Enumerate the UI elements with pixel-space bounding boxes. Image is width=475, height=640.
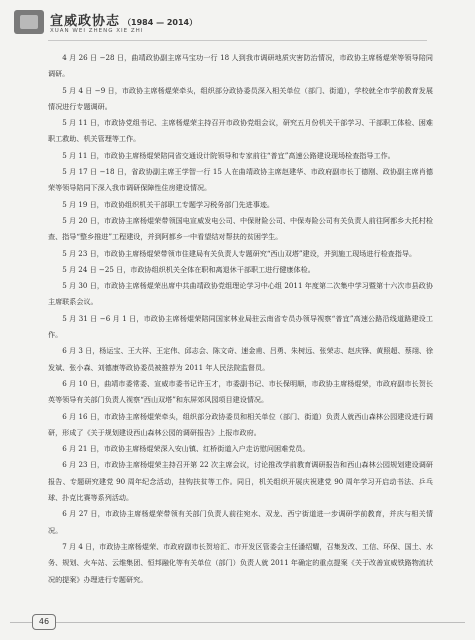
- entry-paragraph: 4 月 26 日 −28 日，曲靖政协副主席马宝功一行 18 人到我市调研地质灾害防治情况，市政协主席杨焜荣等领导陪同调研。: [48, 53, 433, 79]
- entry-paragraph: 5 月 4 日 −9 日，市政协主席杨焜荣牵头，组织部分政协委员深入相关单位（部门、街道），学校就全市学前教育发展情况进行专题调研。: [48, 85, 433, 111]
- entry-paragraph: 6 月 21 日，市政协主席杨焜荣深入安山镇、红桥街道入户走访慰问困难党员。: [62, 444, 310, 454]
- book-title-text: 宣威政协志: [50, 14, 121, 29]
- entry-paragraph: 5 月 30 日，市政协主席杨焜荣出席中共曲靖政协党组理论学习中心组 2011 年度第二次集中学习暨第十六次市县政协主席联系会议。: [48, 281, 433, 307]
- header-rule: [48, 40, 427, 41]
- entry-paragraph: 5 月 11 日，市政协主席杨焜荣陪同省交通设计院领导和专家前往“普宜”高速公路建设现场检查指导工作。: [62, 150, 395, 160]
- entry-paragraph: 5 月 31 日 −6 月 1 日，市政协主席杨焜荣陪同国家林业局驻云南省专员办领导视察“普宜”高速公路沿线道路建设工作。: [48, 313, 433, 340]
- page-header: [0, 0, 475, 44]
- book-years: （1984 — 2014）: [123, 18, 198, 27]
- entry-paragraph: 5 月 20 日，市政协主席杨焜荣带领国电宣威发电公司、中保财险公司、中保寿险公司有关负责人前往阿都乡大托村检查、指导“整乡推进”工程建设，并到阿都乡一中看望结对帮扶的贫困学生。: [48, 215, 433, 242]
- logo: [14, 10, 44, 34]
- book-pinyin: XUAN WEI ZHENG XIE ZHI: [50, 28, 144, 34]
- page-number: 46: [32, 614, 56, 630]
- entry-paragraph: 6 月 23 日，市政协主席杨焜荣主持召开第 22 次主席会议，讨论推改学前教育调研报告和西山森林公园规划建设调研报告、专题研究建党 90 周年纪念活动，挂钩扶贫等工作。同日，机关组织开展庆祝建党 90 周年学习开启动书法、乒乓球、扑克比赛等系列活动。: [48, 460, 433, 503]
- entry-paragraph: 5 月 19 日，市政协组织机关干部职工专题学习税务部门先进事迹。: [62, 199, 275, 209]
- entry-paragraph: 6 月 16 日，市政协主席杨焜荣牵头，组织部分政协委员和相关单位（部门、街道）负责人就西山森林公园建设进行调研，形成了《关于规划建设西山森林公园的调研报告》上报市政府。: [48, 411, 433, 437]
- book-title: [50, 10, 197, 29]
- entry-paragraph: 5 月 24 日 −25 日，市政协组织机关全体在职和离退休干部职工进行健康体检。: [62, 264, 315, 274]
- entry-paragraph: 5 月 17 日 −18 日，省政协副主席王学智一行 15 人在曲靖政协主席赵建华、市政府副市长丁德刚、政协副主席肖德荣等领导陪同下深入我市调研保障性住房建设情况。: [48, 167, 433, 193]
- entry-paragraph: 6 月 3 日，杨运宝、王大祥、王定伟、邱志会、陈文奇、速金甫、吕勇、朱树远、张荣志、赵庆锋、黄照超、蔡翊、徐发斌、张小森、刘德康等政协委员被推荐为 2011 年人民法院监督员。: [48, 346, 433, 372]
- footer-rule: [10, 622, 465, 623]
- entry-paragraph: 5 月 11 日，市政协党组书记、主席杨焜荣主持召开市政协党组会议，研究五月份机关干部学习、干部职工体检、困难职工救助、机关管理等工作。: [48, 118, 433, 144]
- entry-paragraph: 6 月 27 日，市政协主席杨焜荣带领有关部门负责人前往宛水、双龙、西宁街道进一步调研学前教育，并庆与相关情况。: [48, 509, 433, 535]
- entry-paragraph: 5 月 23 日，市政协主席杨焜荣带领市住建局有关负责人专题研究“西山双塔”建设，并到施工现场进行检查指导。: [62, 248, 417, 258]
- entry-paragraph: 7 月 4 日，市政协主席杨焜荣、市政府副市长贺培汇、市开发区管委会主任潘绍耀，召集发改、工信、环保、国土、水务、规划、火车站、云维集团、恒邦融化等有关单位（部门）负责人就 2011 年确定的重点提案《关于改善宣威铁路物流状况的提案》办理进行专题研究。: [48, 541, 433, 584]
- chronicle-body: [48, 50, 433, 588]
- entry-paragraph: 6 月 10 日，曲靖市委常委、宣威市委书记许玉才，市委副书记、市长保明顺，市政协主席杨焜荣，市政府副市长贺长英等领导有关部门负责人视察“西山双塔”和东屏郊风园项目建设情况。: [48, 378, 433, 405]
